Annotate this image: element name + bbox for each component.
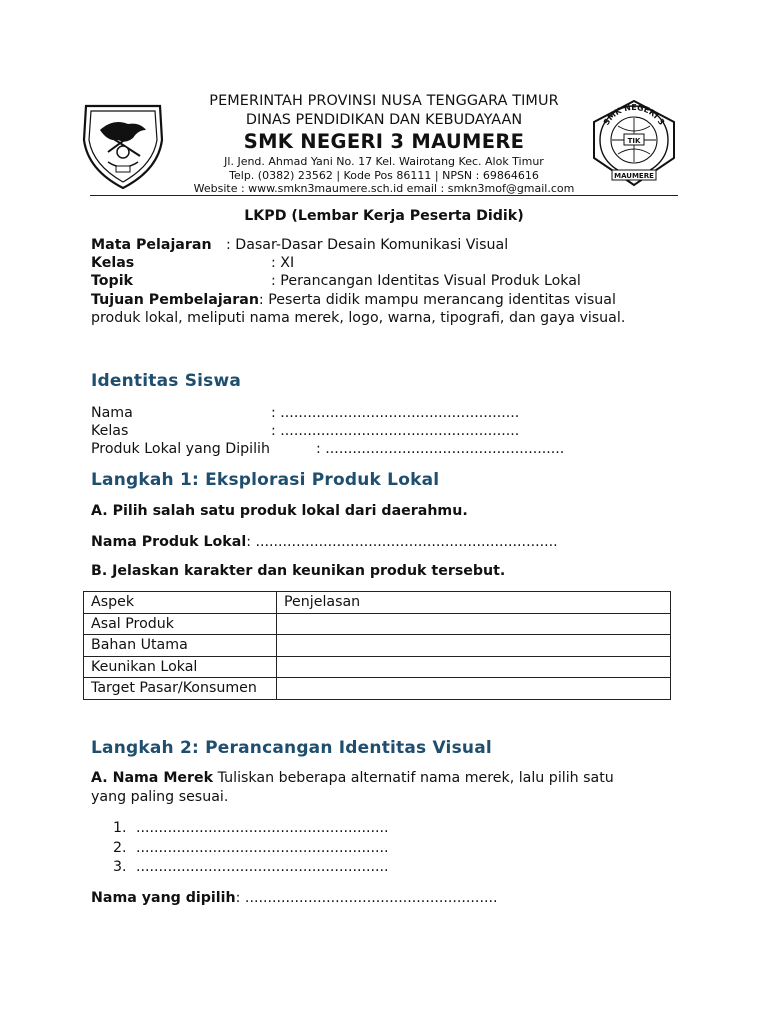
brand-name-alternatives (91, 819, 389, 878)
langkah2-instruction-a (91, 769, 681, 807)
langkah1-instruction-b (91, 562, 505, 581)
field-nama (91, 404, 651, 422)
aspek-cell: Keunikan Lokal (84, 656, 277, 678)
list-item-input-line[interactable]: ........................................................ (136, 820, 389, 836)
identitas-heading: Identitas Siswa (91, 371, 242, 391)
government-line: PEMERINTAH PROVINSI NUSA TENGGARA TIMUR (209, 93, 559, 109)
header-penjelasan: Penjelasan (277, 592, 671, 614)
school-emblem-arc-text: SMK NEGERI 3 (601, 102, 667, 127)
table-header-row (84, 592, 671, 614)
list-item-number: 2. (113, 839, 127, 856)
kelas-siswa-label: Kelas (91, 423, 129, 439)
topik-value: : Perancangan Identitas Visual Produk Lokal (271, 273, 581, 290)
document-title: LKPD (Lembar Kerja Peserta Didik) (244, 208, 524, 224)
langkah1-heading: Langkah 1: Eksplorasi Produk Lokal (91, 470, 440, 490)
school-name: SMK NEGERI 3 MAUMERE (243, 130, 525, 153)
header-divider (90, 195, 678, 196)
instruction-b-text: B. Jelaskan karakter dan keunikan produk tersebut. (91, 563, 506, 579)
info-row-topik (91, 272, 681, 290)
nama-produk-input-line[interactable]: : ................................................................... (246, 534, 558, 550)
kelas-label: Kelas (91, 255, 135, 272)
field-produk (91, 440, 651, 458)
instruction-a-text: A. Pilih salah satu produk lokal dari daerahmu. (91, 503, 468, 519)
table-row (84, 656, 671, 678)
nama-merek-instruction: Tuliskan beberapa alternatif nama merek, lalu pilih satu (213, 770, 614, 786)
school-phone: Telp. (0382) 23562 | Kode Pos 86111 | NPSN : 69864616 (229, 168, 539, 182)
nama-merek-instruction-cont: yang paling sesuai. (91, 789, 229, 805)
aspek-table-body (84, 592, 671, 700)
header-aspek: Aspek (84, 592, 277, 614)
info-row-kelas (91, 254, 681, 272)
nama-merek-label: A. Nama Merek (91, 770, 214, 786)
topik-label: Topik (91, 273, 133, 290)
aspek-table (83, 591, 671, 700)
department-line: DINAS PENDIDIKAN DAN KEBUDAYAAN (245, 112, 523, 128)
list-item[interactable] (91, 839, 389, 859)
aspek-cell: Asal Produk (84, 613, 277, 635)
province-emblem-logo (78, 100, 168, 192)
kelas-value: : XI (271, 255, 295, 272)
school-emblem-center-text: TIK (627, 137, 641, 145)
lesson-info (91, 236, 681, 327)
aspek-cell: Target Pasar/Konsumen (84, 678, 277, 700)
list-item[interactable] (91, 858, 389, 878)
langkah1-instruction-a (91, 502, 468, 521)
list-item-input-line[interactable]: ........................................................ (136, 859, 389, 875)
tujuan-continuation: produk lokal, meliputi nama merek, logo, warna, tipografi, dan gaya visual. (91, 309, 626, 326)
school-emblem-logo (590, 98, 678, 188)
penjelasan-cell[interactable] (277, 656, 671, 678)
nama-dipilih-input-line[interactable]: : ........................................................ (235, 890, 498, 906)
list-item-number: 1. (113, 820, 127, 836)
tujuan-label: Tujuan Pembelajaran (91, 291, 259, 308)
table-row (84, 635, 671, 657)
produk-label: Produk Lokal yang Dipilih (91, 441, 270, 457)
list-item-input-line[interactable]: ........................................................ (136, 839, 389, 856)
produk-input-line[interactable]: : ..................................................... (316, 441, 565, 457)
list-item-number: 3. (113, 859, 127, 875)
aspek-cell: Bahan Utama (84, 635, 277, 657)
letterhead (170, 92, 598, 196)
table-row (84, 613, 671, 635)
penjelasan-cell[interactable] (277, 635, 671, 657)
nama-label: Nama (91, 405, 133, 421)
kelas-input-line[interactable]: : ..................................................... (271, 423, 520, 439)
penjelasan-cell[interactable] (277, 678, 671, 700)
info-row-tujuan (91, 291, 681, 309)
nama-dipilih-label: Nama yang dipilih (91, 890, 236, 906)
langkah2-heading: Langkah 2: Perancangan Identitas Visual (91, 738, 492, 758)
info-row-mapel (91, 236, 681, 254)
field-nama-dipilih (91, 889, 497, 908)
school-address: Jl. Jend. Ahmad Yani No. 17 Kel. Wairotang Kec. Alok Timur (224, 155, 544, 168)
school-website: Website : www.smkn3maumere.sch.id email : smkn3mof@gmail.com (193, 182, 575, 196)
list-item[interactable] (91, 819, 389, 839)
tujuan-value: : Peserta didik mampu merancang identitas visual (258, 291, 616, 308)
table-row (84, 678, 671, 700)
nama-input-line[interactable]: : ..................................................... (271, 405, 520, 421)
penjelasan-cell[interactable] (277, 613, 671, 635)
mapel-label: Mata Pelajaran (91, 237, 212, 253)
school-emblem-banner-text: MAUMERE (614, 172, 654, 180)
nama-produk-label: Nama Produk Lokal (91, 534, 247, 550)
field-nama-produk (91, 533, 558, 552)
field-kelas (91, 422, 651, 440)
mapel-value: : Dasar-Dasar Desain Komunikasi Visual (226, 237, 509, 253)
